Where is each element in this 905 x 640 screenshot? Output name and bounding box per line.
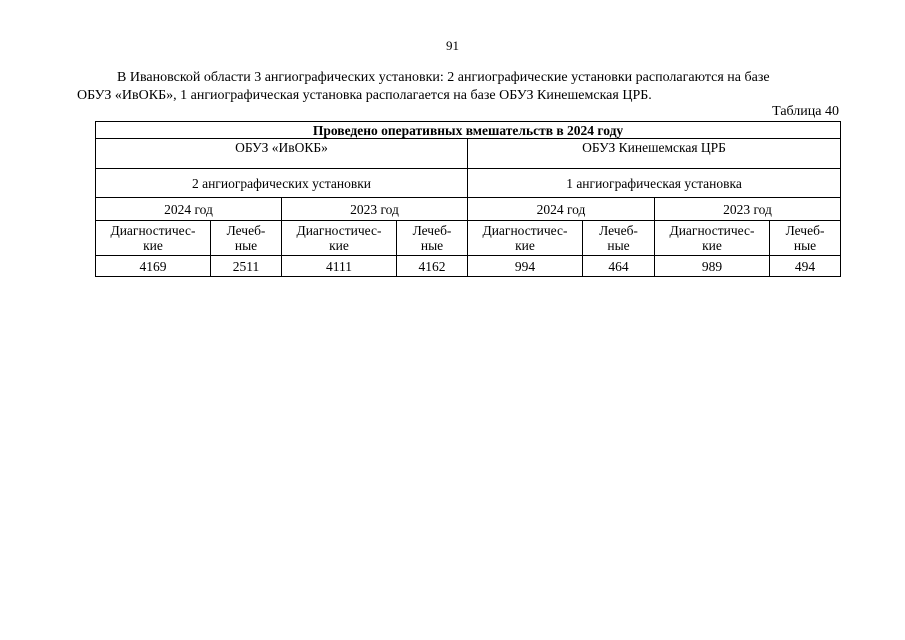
treatment-column-header [770, 221, 841, 256]
header-text: Лечеб- [599, 223, 638, 238]
header-text: Диагностичес- [482, 223, 568, 238]
header-text: Диагностичес- [110, 223, 196, 238]
value-cell: 464 [583, 256, 655, 277]
org-header-ivokb: ОБУЗ «ИвОКБ» [96, 139, 468, 169]
diagnostic-column-header [282, 221, 397, 256]
header-text: кие [329, 238, 349, 253]
header-text: кие [515, 238, 535, 253]
table-row [96, 256, 841, 277]
treatment-column-header [211, 221, 282, 256]
value-cell: 994 [468, 256, 583, 277]
units-kineshma: 1 ангиографическая установка [468, 169, 841, 198]
diagnostic-column-header [96, 221, 211, 256]
table-caption: Таблица 40 [772, 104, 839, 119]
paragraph-line-1: В Ивановской области 3 ангиографических установки: 2 ангиографические установки располагаются на базе [117, 70, 770, 85]
page-number: 91 [446, 38, 459, 53]
value-cell: 2511 [211, 256, 282, 277]
header-text: Лечеб- [785, 223, 825, 238]
header-text: ные [420, 238, 444, 253]
header-text: Лечеб- [226, 223, 266, 238]
year-header: 2024 год [96, 198, 282, 221]
value-cell: 4111 [282, 256, 397, 277]
diagnostic-column-header [655, 221, 770, 256]
header-text: ные [607, 238, 630, 253]
header-text: Диагностичес- [296, 223, 382, 238]
year-header: 2023 год [655, 198, 841, 221]
table-title: Проведено оперативных вмешательств в 2024 году [96, 122, 841, 139]
header-text: Лечеб- [412, 223, 452, 238]
interventions-table [95, 121, 841, 277]
org-header-kineshma: ОБУЗ Кинешемская ЦРБ [468, 139, 841, 169]
header-text: Диагностичес- [669, 223, 755, 238]
value-cell: 4162 [397, 256, 468, 277]
value-cell: 494 [770, 256, 841, 277]
value-cell: 4169 [96, 256, 211, 277]
value-cell: 989 [655, 256, 770, 277]
diagnostic-column-header [468, 221, 583, 256]
paragraph-line-2: ОБУЗ «ИвОКБ», 1 ангиографическая установка располагается на базе ОБУЗ Кинешемская ЦРБ. [77, 88, 652, 103]
header-text: ные [234, 238, 258, 253]
year-header: 2023 год [282, 198, 468, 221]
header-text: ные [793, 238, 817, 253]
intro-paragraph [77, 69, 839, 105]
header-text: кие [702, 238, 722, 253]
year-header: 2024 год [468, 198, 655, 221]
treatment-column-header [583, 221, 655, 256]
treatment-column-header [397, 221, 468, 256]
header-text: кие [143, 238, 163, 253]
units-ivokb: 2 ангиографических установки [96, 169, 468, 198]
